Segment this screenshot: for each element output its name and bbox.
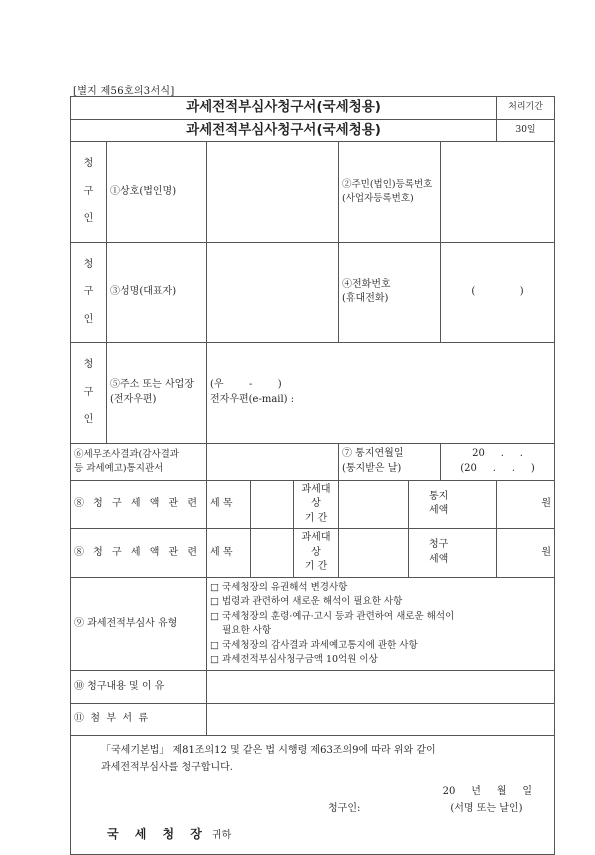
phone-label: ④전화번호 (휴대전화) bbox=[339, 242, 441, 343]
appeal-type-option[interactable]: □ 국세청장의 유권해석 변경사항 bbox=[210, 581, 348, 593]
appeal-type-option[interactable]: □ 국세청장의 훈령·예규·고시 등과 관련하여 새로운 해석이 필요한 사항 bbox=[210, 611, 455, 636]
attachments-label: ⑪ 첨 부 서 류 bbox=[71, 704, 207, 736]
processing-period-value: 30일 bbox=[497, 119, 555, 142]
claim-tax-amount-field[interactable]: 원 bbox=[497, 529, 555, 578]
phone-field[interactable]: ( ) bbox=[441, 242, 555, 343]
email-line: 전자우편(e-mail) : bbox=[210, 393, 295, 405]
claimant-vertical-label: 청 구 인 bbox=[71, 343, 107, 444]
tax-period-field[interactable] bbox=[339, 480, 409, 529]
claim-tax-label: ⑧ 청 구 세 액 관 련 bbox=[71, 529, 207, 578]
tax-item-label: 세 목 bbox=[207, 529, 251, 578]
notice-tax-label: 통지 세액 bbox=[409, 480, 497, 529]
address-label: ⑤주소 또는 사업장 (전자우편) bbox=[107, 343, 207, 444]
appeal-type-option[interactable]: □ 국세청장의 감사결과 과세예고통지에 관한 사항 bbox=[210, 639, 418, 651]
tax-item-field[interactable] bbox=[251, 529, 294, 578]
notice-date-label: ⑦ 통지연월일 (통지받은 날) bbox=[339, 443, 441, 480]
attachments-field[interactable] bbox=[207, 704, 555, 736]
notice-office-field[interactable] bbox=[207, 443, 339, 480]
form-title-1: 과세전적부심사청구서(국세청용) bbox=[71, 97, 497, 120]
tax-item-label: 세 목 bbox=[207, 480, 251, 529]
tax-item-field[interactable] bbox=[251, 480, 294, 529]
addressee-suffix: 귀하 bbox=[211, 830, 232, 842]
claimant-vertical-label: 청 구 인 bbox=[71, 142, 107, 243]
claimant-sign-label: 청구인: bbox=[328, 802, 361, 814]
tax-period-label: 과세대상 기 간 bbox=[294, 529, 339, 578]
declaration-line-2: 과세전적부심사를 청구합니다. bbox=[101, 761, 233, 773]
registration-number-field[interactable] bbox=[441, 142, 555, 243]
postal-code-line: (우 - ) bbox=[210, 379, 282, 391]
claim-tax-label: ⑧ 청 구 세 액 관 련 bbox=[71, 480, 207, 529]
business-name-label: ①상호(법인명) bbox=[107, 142, 207, 243]
name-label: ③성명(대표자) bbox=[107, 242, 207, 343]
signature-suffix: (서명 또는 날인) bbox=[450, 802, 523, 814]
form-title-2: 과세전적부심사청구서(국세청용) bbox=[71, 119, 497, 142]
tax-period-field[interactable] bbox=[339, 529, 409, 578]
declaration-line-1: 「국세기본법」 제81조의12 및 같은 법 시행령 제63조의9에 따라 위와 같이 bbox=[101, 745, 436, 757]
business-name-field[interactable] bbox=[207, 142, 339, 243]
appeal-type-option[interactable]: □ 과세전적부심사청구금액 10억원 이상 bbox=[210, 654, 378, 666]
addressee bbox=[107, 826, 540, 844]
appeal-type-label: ⑨ 과세전적부심사 유형 bbox=[71, 577, 207, 671]
notice-date-field[interactable]: 20 . . (20 . . ) bbox=[441, 443, 555, 480]
claim-tax-amount-label: 청구 세액 bbox=[409, 529, 497, 578]
claim-reason-field[interactable] bbox=[207, 671, 555, 704]
declaration-section bbox=[71, 736, 555, 855]
signature-line bbox=[101, 802, 540, 817]
appeal-type-option[interactable]: □ 법령과 관련하여 새로운 해석이 필요한 사항 bbox=[210, 596, 403, 608]
claimant-vertical-label: 청 구 인 bbox=[71, 242, 107, 343]
notice-office-label: ⑥세무조사결과(감사결과 등 과세예고)통지관서 bbox=[71, 443, 207, 480]
declaration-date: 20 년 월 일 bbox=[442, 786, 533, 798]
appeal-form-table bbox=[70, 96, 555, 855]
name-field[interactable] bbox=[207, 242, 339, 343]
address-field[interactable] bbox=[207, 343, 555, 444]
addressee-name: 국 세 청 장 bbox=[107, 827, 208, 842]
tax-period-label: 과세대상 기 간 bbox=[294, 480, 339, 529]
notice-tax-field[interactable]: 원 bbox=[497, 480, 555, 529]
appeal-type-options bbox=[207, 577, 555, 671]
registration-number-label: ②주민(법인)등록번호 (사업자등록번호) bbox=[339, 142, 441, 243]
processing-period-label: 처리기간 bbox=[497, 97, 555, 120]
claim-reason-label: ⑩ 청구내용 및 이 유 bbox=[71, 671, 207, 704]
form-number: [별지 제56호의3서식] bbox=[73, 86, 175, 97]
